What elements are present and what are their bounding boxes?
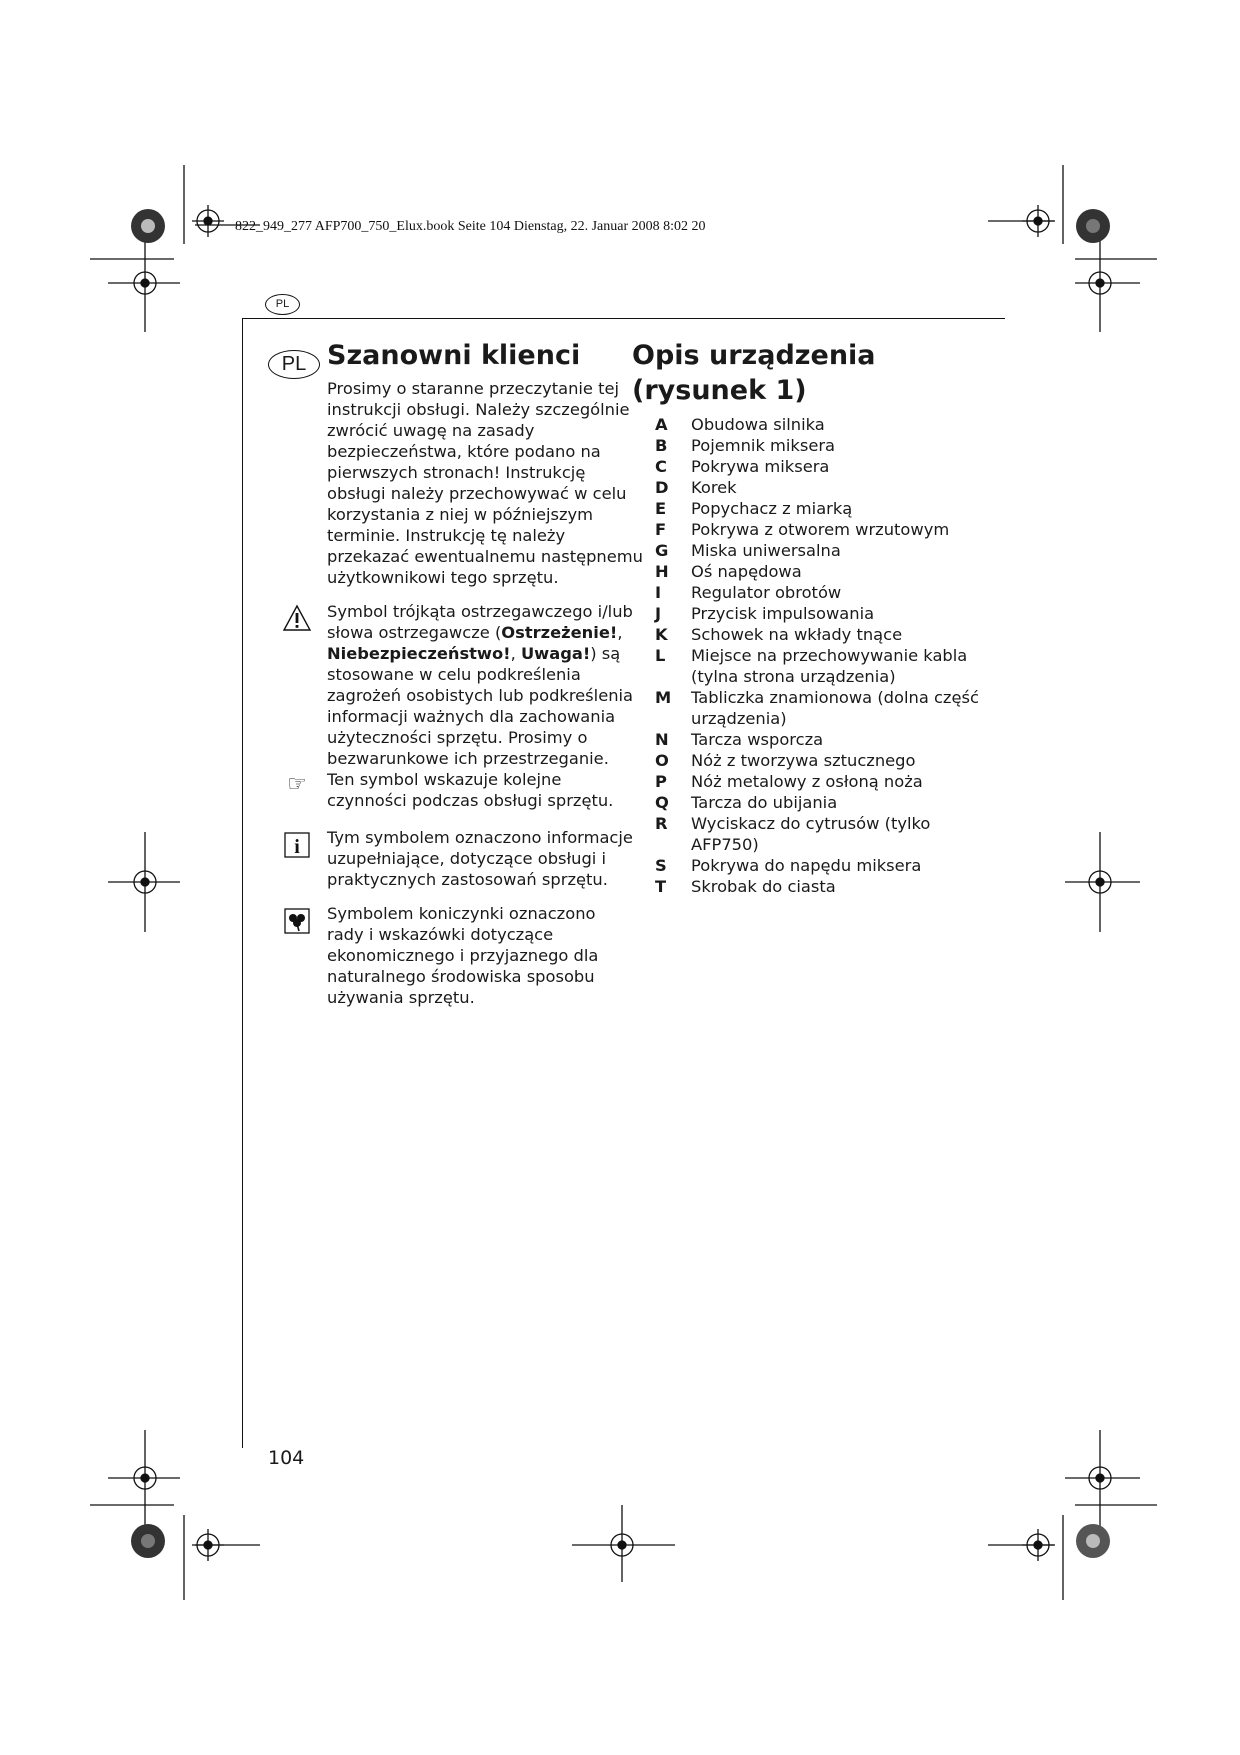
part-item — [655, 792, 979, 813]
part-label-line: Obudowa silnika — [691, 415, 825, 434]
part-label — [691, 540, 841, 561]
part-label — [691, 414, 825, 435]
text-line: Tym symbolem oznaczono informacje — [327, 828, 633, 847]
text-line: bezpieczeństwa, które podano na — [327, 442, 601, 461]
clover-icon — [282, 906, 312, 936]
part-label — [691, 603, 874, 624]
part-label-line: AFP750) — [691, 835, 759, 854]
part-letter: Q — [655, 793, 669, 812]
part-letter: B — [655, 436, 668, 455]
part-label — [691, 624, 902, 645]
text-line: zwrócić uwagę na zasady — [327, 421, 535, 440]
eco-note — [327, 903, 598, 1008]
part-label-line: (tylna strona urządzenia) — [691, 667, 896, 686]
part-label-line: Miejsce na przechowywanie kabla — [691, 646, 968, 665]
part-letter: F — [655, 520, 667, 539]
text-line: stosowane w celu podkreślenia — [327, 665, 581, 684]
part-letter: H — [655, 562, 669, 581]
info-icon — [282, 830, 312, 860]
text-line: ekonomicznego i przyjaznego dla — [327, 946, 599, 965]
part-label — [691, 687, 979, 729]
part-item — [655, 771, 979, 792]
text-line: korzystania z niej w późniejszym — [327, 505, 594, 524]
text-line: Prosimy o staranne przeczytanie tej — [327, 379, 620, 398]
text-line — [327, 643, 633, 664]
text-line: bezwarunkowe ich przestrzeganie. — [327, 749, 609, 768]
part-letter: S — [655, 856, 667, 875]
text-span: , — [617, 623, 623, 642]
part-item — [655, 414, 979, 435]
part-letter: K — [655, 625, 668, 644]
part-label — [691, 729, 823, 750]
part-label — [691, 477, 737, 498]
part-label — [691, 813, 930, 855]
part-label-line: Pokrywa do napędu miksera — [691, 856, 922, 875]
part-item — [655, 519, 979, 540]
text-line: uzupełniające, dotyczące obsługi i — [327, 849, 607, 868]
margin-rule — [242, 318, 243, 1448]
text-line: obsługi należy przechowywać w celu — [327, 484, 627, 503]
svg-text:i: i — [294, 836, 300, 858]
text-line: praktycznych zastosowań sprzętu. — [327, 870, 608, 889]
part-label — [691, 582, 841, 603]
part-item — [655, 855, 979, 876]
text-span: , — [510, 644, 521, 663]
part-label-line: Przycisk impulsowania — [691, 604, 875, 623]
text-span: słowa ostrzegawcze ( — [327, 623, 502, 642]
part-item — [655, 750, 979, 771]
part-label — [691, 456, 829, 477]
part-label-line: Tarcza wsporcza — [691, 730, 824, 749]
part-label-line: Tarcza do ubijania — [691, 793, 838, 812]
part-letter: G — [655, 541, 669, 560]
title-line: Opis urządzenia — [632, 340, 876, 371]
part-label-line: Pojemnik miksera — [691, 436, 836, 455]
language-badge: PL — [268, 350, 320, 379]
part-item — [655, 687, 979, 729]
page-number: 104 — [268, 1447, 305, 1469]
part-label — [691, 645, 967, 687]
part-label-line: Tabliczka znamionowa (dolna część — [691, 688, 979, 707]
text-span: ) są — [590, 644, 621, 663]
part-letter: M — [655, 688, 672, 707]
part-item — [655, 603, 979, 624]
part-label — [691, 855, 921, 876]
part-label — [691, 561, 802, 582]
part-label — [691, 519, 949, 540]
steps-note — [327, 769, 613, 811]
text-line: instrukcji obsługi. Należy szczególnie — [327, 400, 630, 419]
part-label-line: Popychacz z miarką — [691, 499, 853, 518]
part-label-line: Korek — [691, 478, 737, 497]
part-label-line: Skrobak do ciasta — [691, 877, 836, 896]
part-label — [691, 876, 836, 897]
part-item — [655, 624, 979, 645]
parts-list — [655, 414, 979, 897]
part-letter: E — [655, 499, 667, 518]
text-line: terminie. Instrukcję tę należy — [327, 526, 566, 545]
part-item — [655, 498, 979, 519]
warning-word: Niebezpieczeństwo! — [327, 644, 511, 663]
text-line: zagrożeń osobistych lub podkreślenia — [327, 686, 634, 705]
text-line: czynności podczas obsługi sprzętu. — [327, 791, 614, 810]
part-item — [655, 456, 979, 477]
warning-triangle-icon — [282, 603, 312, 633]
text-line: Symbolem koniczynki oznaczono — [327, 904, 596, 923]
part-label-line: Nóż z tworzywa sztucznego — [691, 751, 916, 770]
text-line: rady i wskazówki dotyczące — [327, 925, 554, 944]
language-badge-small: PL — [265, 294, 300, 315]
part-label — [691, 792, 837, 813]
part-letter: O — [655, 751, 669, 770]
text-line: przekazać ewentualnemu następnemu — [327, 547, 643, 566]
part-label-line: Wyciskacz do cytrusów (tylko — [691, 814, 931, 833]
text-line: pierwszych stronach! Instrukcję — [327, 463, 586, 482]
part-label — [691, 435, 835, 456]
part-item — [655, 540, 979, 561]
pointing-hand-icon: ☞ — [287, 771, 307, 797]
part-label-line: Pokrywa miksera — [691, 457, 830, 476]
part-item — [655, 435, 979, 456]
text-line: informacji ważnych dla zachowania — [327, 707, 616, 726]
part-item — [655, 477, 979, 498]
part-letter: J — [655, 604, 662, 623]
header-rule — [243, 318, 1005, 319]
intro-text — [327, 378, 643, 588]
text-line — [327, 622, 633, 643]
part-letter: T — [655, 877, 667, 896]
text-line: Ten symbol wskazuje kolejne — [327, 770, 562, 789]
part-letter: R — [655, 814, 668, 833]
text-line: używania sprzętu. — [327, 988, 475, 1007]
part-label — [691, 498, 852, 519]
part-label-line: Nóż metalowy z osłoną noża — [691, 772, 923, 791]
part-letter: D — [655, 478, 669, 497]
part-label — [691, 750, 915, 771]
text-line: użytkownikowi tego sprzętu. — [327, 568, 559, 587]
warning-note — [327, 601, 633, 769]
part-label-line: Regulator obrotów — [691, 583, 842, 602]
warning-word: Ostrzeżenie! — [501, 623, 618, 642]
intro-title: Szanowni klienci — [327, 340, 581, 371]
description-title — [632, 338, 876, 408]
part-label-line: Schowek na wkłady tnące — [691, 625, 903, 644]
part-letter: C — [655, 457, 667, 476]
text-line: naturalnego środowiska sposobu — [327, 967, 595, 986]
part-item — [655, 582, 979, 603]
part-item — [655, 813, 979, 855]
part-label — [691, 771, 923, 792]
title-line: (rysunek 1) — [632, 375, 807, 406]
part-label-line: Oś napędowa — [691, 562, 802, 581]
info-note — [327, 827, 633, 890]
text-line: Symbol trójkąta ostrzegawczego i/lub — [327, 602, 633, 621]
part-letter: P — [655, 772, 667, 791]
part-letter: L — [655, 646, 666, 665]
part-letter: N — [655, 730, 669, 749]
part-letter: A — [655, 415, 668, 434]
part-item — [655, 876, 979, 897]
part-item — [655, 729, 979, 750]
part-label-line: urządzenia) — [691, 709, 787, 728]
part-item — [655, 645, 979, 687]
text-line: użyteczności sprzętu. Prosimy o — [327, 728, 588, 747]
part-label-line: Pokrywa z otworem wrzutowym — [691, 520, 950, 539]
part-letter: I — [655, 583, 662, 602]
part-item — [655, 561, 979, 582]
print-header: 822_949_277 AFP700_750_Elux.book Seite 104 Dienstag, 22. Januar 2008 8:02 20 — [235, 219, 706, 234]
part-label-line: Miska uniwersalna — [691, 541, 841, 560]
warning-word: Uwaga! — [520, 644, 591, 663]
